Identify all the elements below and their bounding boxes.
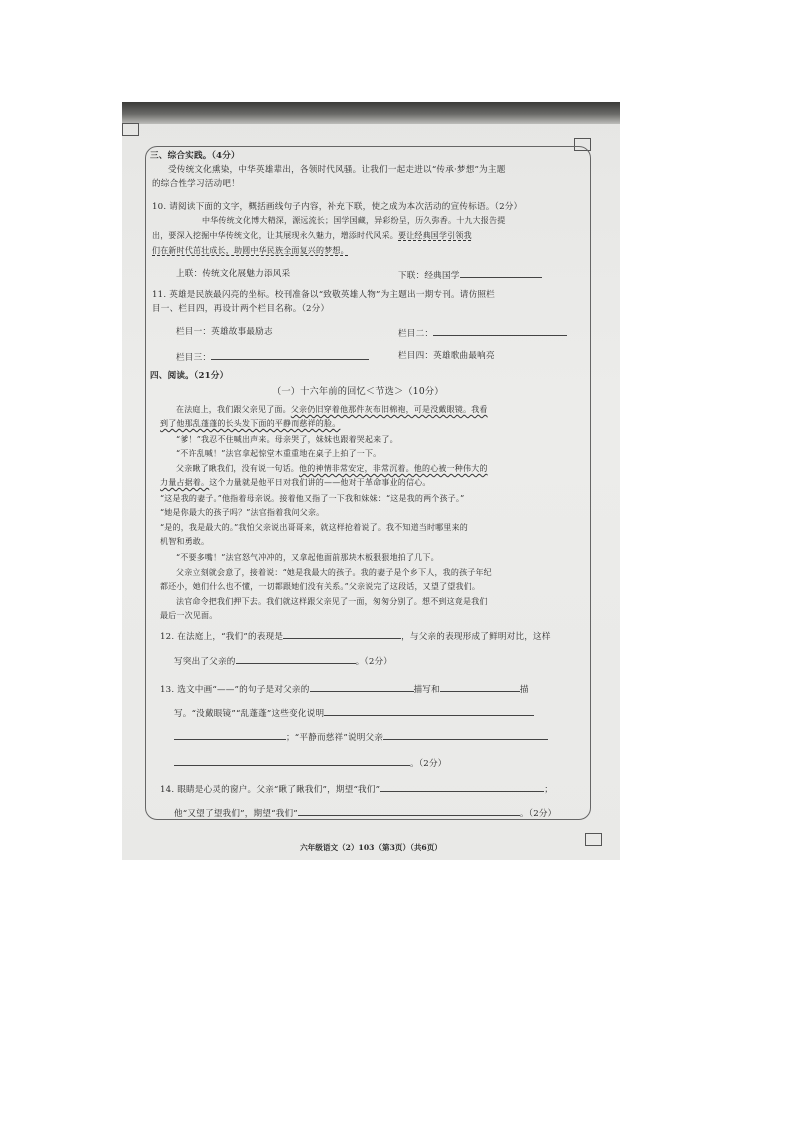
q13-blank1[interactable] <box>310 682 414 692</box>
couplet-lower: 下联：经典国学 <box>398 271 460 281</box>
section3-intro-line2: 的综合性学习活动吧！ <box>152 179 240 189</box>
couplet-upper: 上联：传统文化展魅力添风采 <box>176 269 291 279</box>
q12-blank1[interactable] <box>283 629 401 639</box>
section4-heading: 四、阅读。（21分） <box>150 371 229 381</box>
passage-para3: “不许乱喊！”法官拿起惊堂木重重地在桌子上拍了一下。 <box>176 449 382 458</box>
q13-line4: 。（2分） <box>174 756 447 770</box>
passage-para6: “她是你最大的孩子吗？”法官指着我问父亲。 <box>160 508 325 517</box>
q13-line3: ；“平静而慈祥”说明父亲 <box>174 730 548 744</box>
passage-para4-line1: 父亲瞅了瞅我们，没有说一句话。他的神情非常安定，非常沉着。他的心被一种伟大的 <box>176 464 488 473</box>
passage-para7-line1: “是的，我是最大的。”我怕父亲说出哥哥来，就这样抢着说了。我不知道当时哪里来的 <box>160 523 468 532</box>
q11-prompt-line2: 目一、栏目四，再设计两个栏目名称。（2分） <box>152 304 330 314</box>
column3-row: 栏目三： <box>176 350 369 364</box>
q10-prompt: 10. 请阅读下面的文字，概括画线句子内容，补充下联，使之成为本次活动的宣传标语。（2分） <box>152 202 523 212</box>
passage-para8: “不要多嘴！”法官怒气冲冲的，又拿起他面前那块木板狠狠地拍了几下。 <box>176 553 439 562</box>
section3-intro-line1: 受传统文化熏染，中华英雄辈出，各领时代风骚。让我们一起走进以“传承·梦想”为主题 <box>168 165 506 175</box>
passage-para7-line2: 机智和勇敢。 <box>160 537 210 546</box>
q11-prompt-line1: 11. 英雄是民族最闪亮的坐标。校刊准备以“致敬英雄人物”为主题出一期专刊。请仿照栏 <box>152 290 495 300</box>
q14-blank1[interactable] <box>380 782 544 792</box>
q10-underlined-sentence: 要让经典国学引领我 <box>398 231 472 240</box>
passage-para4-line2: 力量占据着。这个力量就是他平日对我们讲的——他对于革命事业的信心。 <box>160 478 431 487</box>
page-footer: 六年级语文（2）103（第3页）（共6页） <box>300 843 442 852</box>
q13-blank5[interactable] <box>383 730 548 740</box>
q12-line2: 写突出了父亲的 。（2分） <box>174 654 392 668</box>
column2-row: 栏目二： <box>398 326 567 340</box>
passage-para10-line1: 法官命令把我们押下去。我们就这样跟父亲见了一面，匆匆分别了。想不到这竟是我们 <box>176 597 488 606</box>
q13-line2: 写。“没戴眼镜”“乱蓬蓬”这些变化说明 <box>174 706 534 720</box>
q13-blank2[interactable] <box>440 682 520 692</box>
column3-answer-blank[interactable] <box>211 350 369 360</box>
q14-line2: 他“又望了望我们”，期望“我们” 。（2分） <box>174 806 556 820</box>
photo-dark-edge <box>122 102 620 124</box>
passage-para9-line2: 都还小，她们什么也不懂，一切都跟她们没有关系。”父亲说完了这段话，又望了望我们。 <box>160 582 481 591</box>
q14-blank2[interactable] <box>298 806 520 816</box>
passage-title: （一）十六年前的回忆＜节选＞（10分） <box>272 386 444 397</box>
column4-name: 栏目四：英雄歌曲最响亮 <box>398 351 495 361</box>
passage-para2: “爹！”我忍不住喊出声来。母亲哭了，妹妹也跟着哭起来了。 <box>176 435 398 444</box>
couplet-lower-answer-blank[interactable] <box>460 268 542 278</box>
section3-heading: 三、综合实践。（4分） <box>150 151 240 161</box>
q13-blank3[interactable] <box>324 706 534 716</box>
passage-para1-line1: 在法庭上，我们跟父亲见了面。父亲仍旧穿着他那件灰布旧棉袍，可是没戴眼镜。我看 <box>176 405 488 414</box>
passage-para5: “这是我的妻子。”他指着母亲说。接着他又指了一下我和妹妹：“这是我的两个孩子。” <box>160 494 465 503</box>
q12-blank2[interactable] <box>236 654 356 664</box>
scanned-exam-page <box>122 102 620 860</box>
q10-passage-line3: 们在新时代茁壮成长，助圆中华民族全面复兴的梦想。 <box>152 246 349 255</box>
column1-name: 栏目一：英雄故事最励志 <box>176 327 273 337</box>
passage-para9-line1: 父亲立刻就会意了，接着说：“她是我最大的孩子。我的妻子是个乡下人，我的孩子年纪 <box>176 568 492 577</box>
q10-passage-line2: 出，要深入挖掘中华传统文化，让其展现永久魅力，增添时代风采。要让经典国学引领我 <box>152 231 472 240</box>
q13-blank6[interactable] <box>174 756 410 766</box>
q13-line1: 13. 选文中画“——”的句子是对父亲的 描写和 描 <box>160 682 529 696</box>
passage-wavy-sentence-1: 父亲仍旧穿着他那件灰布旧棉袍，可是没戴眼镜。我看 <box>290 405 488 414</box>
passage-para10-line2: 最后一次见面。 <box>160 611 218 620</box>
q13-blank4[interactable] <box>174 730 286 740</box>
passage-wavy-sentence-2: 他的神情非常安定，非常沉着。他的心被一种伟大的 <box>299 464 488 473</box>
q10-passage-line1: 中华传统文化博大精深，源远流长；国学国藏，异彩纷呈，历久弥香。十九大报告提 <box>202 216 506 225</box>
q14-line1: 14. 眼睛是心灵的窗户。父亲“瞅了瞅我们”，期望“我们” ； <box>160 782 553 796</box>
couplet-lower-row <box>398 268 542 282</box>
column2-answer-blank[interactable] <box>433 326 567 336</box>
passage-para1-line2: 到了他那乱蓬蓬的长头发下面的平静而慈祥的脸。 <box>160 419 341 428</box>
q12-line1: 12. 在法庭上，“我们”的表现是 ，与父亲的表现形成了鲜明对比，这样 <box>160 629 551 643</box>
corner-marker-top-left <box>122 123 139 136</box>
